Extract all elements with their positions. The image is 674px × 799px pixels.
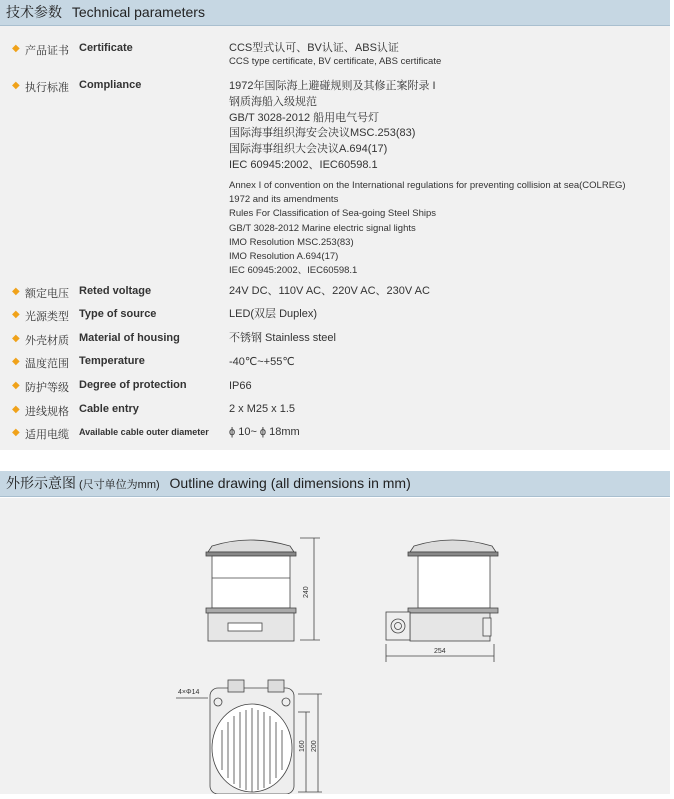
param-label-cn: 适用电缆 xyxy=(25,429,69,441)
param-label-en: Material of housing xyxy=(79,332,180,344)
value-line-small: IEC 60945:2002、IEC60598.1 xyxy=(229,265,358,277)
value-line: IEC 60945:2002、IEC60598.1 xyxy=(229,158,378,171)
param-label-en: Certificate xyxy=(79,42,133,54)
param-label-cn: 外壳材质 xyxy=(25,335,69,347)
param-value-compliance-cn xyxy=(229,79,436,174)
outline-header-note: (尺寸单位为mm) xyxy=(79,479,160,491)
bullet-icon: ◆ xyxy=(12,80,20,91)
param-value-voltage: 24V DC、110V AC、220V AC、230V AC xyxy=(229,285,430,297)
param-value-source: LED(双层 Duplex) xyxy=(229,308,318,320)
param-label-en: Available cable outer diameter xyxy=(79,427,209,437)
value-line-small: IMO Resolution MSC.253(83) xyxy=(229,236,354,248)
dim-width-label: 254 xyxy=(434,648,446,655)
outline-drawing xyxy=(0,498,670,794)
side-view-drawing xyxy=(386,540,498,662)
bullet-icon: ◆ xyxy=(12,286,20,297)
param-value-temperature: -40℃~+55℃ xyxy=(229,356,295,368)
value-line: CCS型式认可、BV认证、ABS认证 xyxy=(229,42,399,54)
param-value-protection: IP66 xyxy=(229,380,252,392)
technical-parameters-panel xyxy=(0,26,670,450)
dim-200-label: 200 xyxy=(311,740,318,752)
value-line-small: GB/T 3028-2012 Marine electric signal lights xyxy=(229,222,416,234)
param-label-en: Cable entry xyxy=(79,403,139,415)
param-label-cn: 进线规格 xyxy=(25,406,69,418)
outline-header-en: Outline drawing (all dimensions in mm) xyxy=(169,475,411,491)
value-line: 国际海事组织大会决议A.694(17) xyxy=(229,143,388,156)
bullet-icon: ◆ xyxy=(12,380,20,391)
value-line: 1972年国际海上避碰规则及其修正案附录 I xyxy=(229,80,436,92)
bullet-icon: ◆ xyxy=(12,43,20,54)
dim-holes-label: 4×Φ14 xyxy=(178,689,200,696)
outline-drawing-area xyxy=(0,498,670,794)
value-line-small: 1972 and its amendments xyxy=(229,194,339,206)
bullet-icon: ◆ xyxy=(12,427,20,438)
param-label-en: Compliance xyxy=(79,79,142,91)
param-label-en: Type of source xyxy=(79,308,157,320)
value-line-small: Rules For Classification of Sea-going Steel Ships xyxy=(229,208,436,220)
param-label-en: Reted voltage xyxy=(79,285,152,297)
value-line-small: CCS type certificate, BV certificate, ABS certificate xyxy=(229,56,442,67)
value-line-small: IMO Resolution A.694(17) xyxy=(229,251,339,263)
param-label-cn: 防护等级 xyxy=(25,382,69,394)
param-value-cable-entry: 2 x M25 x 1.5 xyxy=(229,403,296,415)
top-view-drawing xyxy=(176,680,322,794)
param-value-certificate xyxy=(229,42,441,68)
bullet-icon: ◆ xyxy=(12,404,20,415)
param-value-housing: 不锈钢 Stainless steel xyxy=(229,332,336,344)
param-label-cn: 额定电压 xyxy=(25,288,69,300)
param-value-compliance-en xyxy=(229,179,626,278)
outline-header-cn: 外形示意图 xyxy=(6,475,76,491)
bullet-icon: ◆ xyxy=(12,309,20,320)
bullet-icon: ◆ xyxy=(12,333,20,344)
value-line: GB/T 3028-2012 船用电气号灯 xyxy=(229,111,380,124)
dim-height-label: 240 xyxy=(303,586,310,598)
param-value-cable: ϕ 10~ ϕ 18mm xyxy=(229,426,300,438)
param-label-cn: 产品证书 xyxy=(25,45,69,57)
technical-header-en: Technical parameters xyxy=(71,4,205,20)
bullet-icon: ◆ xyxy=(12,356,20,367)
value-line: 国际海事组织海安会决议MSC.253(83) xyxy=(229,127,416,140)
param-label-cn: 温度范围 xyxy=(25,358,69,370)
param-label-cn: 光源类型 xyxy=(25,311,69,323)
value-line: 钢质海船入级规范 xyxy=(229,95,317,108)
param-label-cn: 执行标准 xyxy=(25,82,69,94)
technical-parameters-header xyxy=(0,0,670,26)
param-label-en: Temperature xyxy=(79,355,145,367)
value-line-small: Annex I of convention on the International regulations for preventing collision at sea(COLREG) xyxy=(229,180,626,191)
technical-header-cn: 技术参数 xyxy=(6,4,62,20)
param-label-en: Degree of protection xyxy=(79,379,187,391)
outline-drawing-header xyxy=(0,471,670,497)
dim-160-label: 160 xyxy=(299,740,306,752)
